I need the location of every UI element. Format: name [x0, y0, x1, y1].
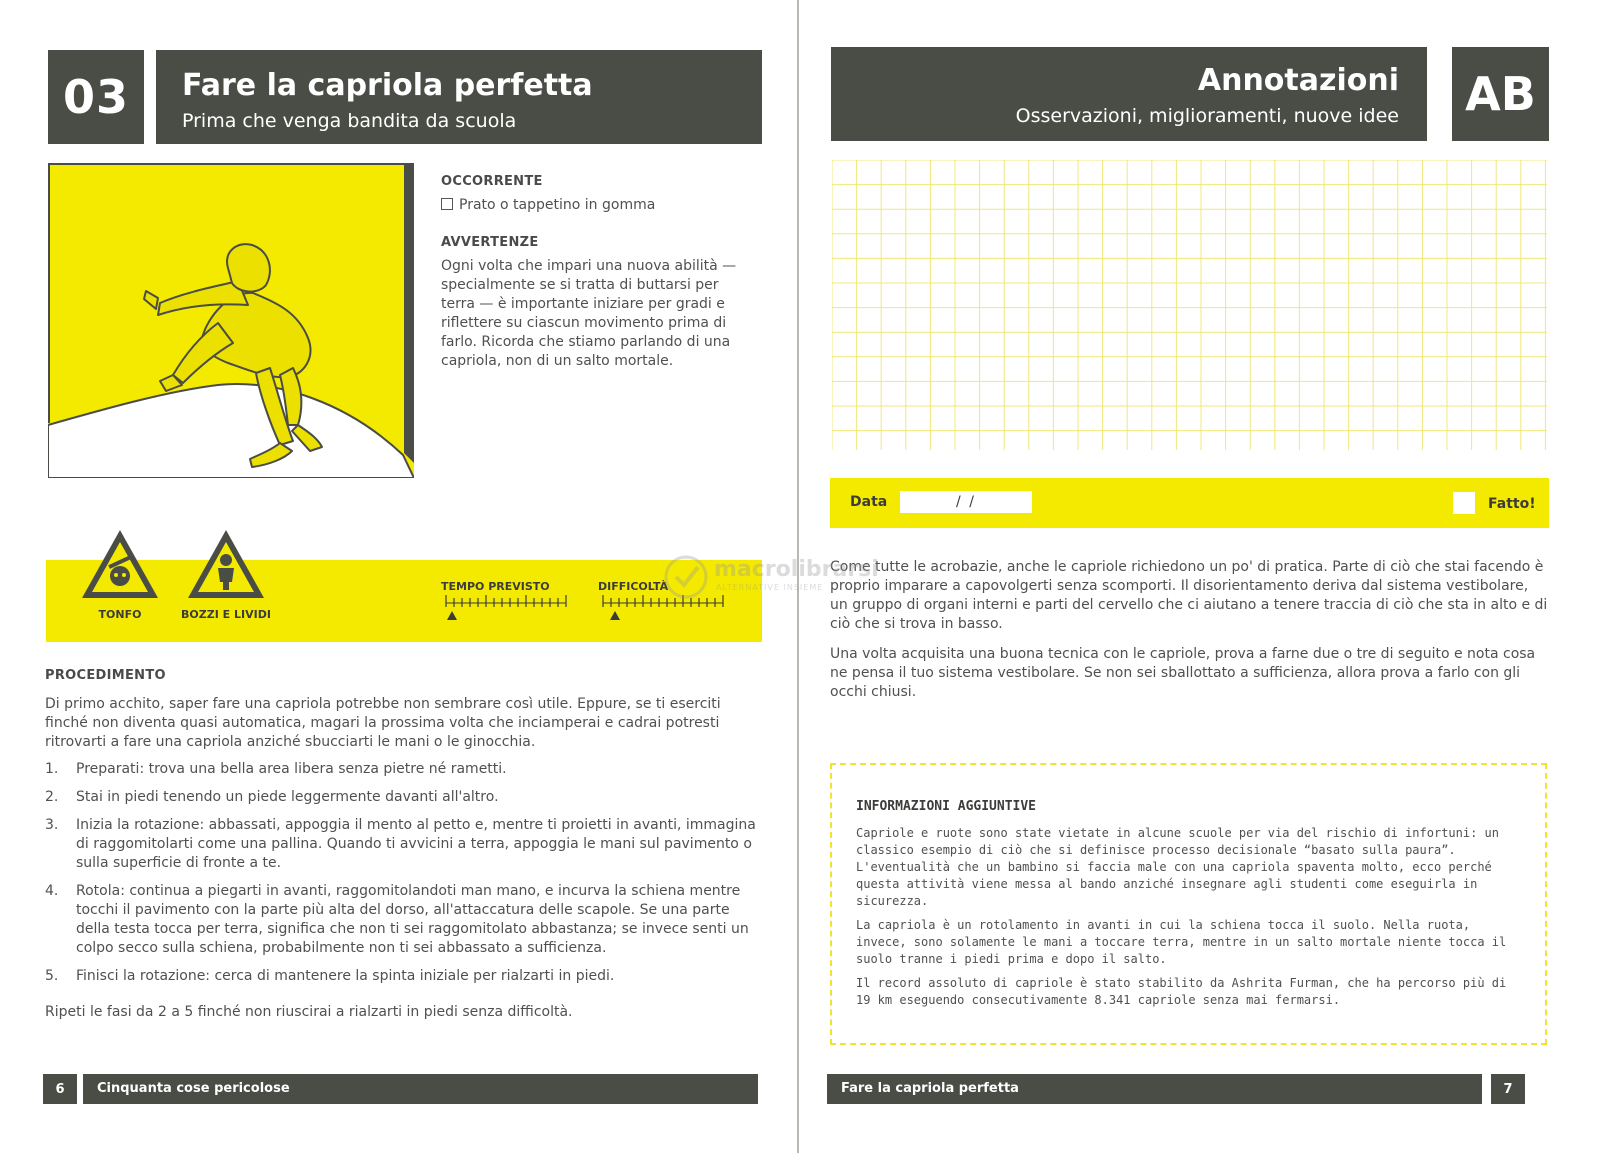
- chapter-title-box: [156, 50, 762, 144]
- warning-label: BOZZI E LIVIDI: [181, 608, 271, 621]
- left-page: [0, 0, 797, 1153]
- bruise-warning-icon: [184, 526, 268, 602]
- procedimento-intro: Di primo acchito, saper fare una capriola potrebbe non sembrare così utile. Eppure, se ti eserciti finché non diventa quasi automatica, magari la prossima volta che inciamperai e cadrai potresti ritrovarti a fare una capriola anziché sbucciarti le mani o le ginocchia.: [45, 696, 721, 750]
- watermark-text: macrolibrarsi: [714, 557, 879, 582]
- step-number: 5.: [45, 968, 59, 984]
- step-number: 3.: [45, 817, 59, 833]
- checkbox-icon: [441, 198, 453, 210]
- list-item: [45, 816, 761, 873]
- chapter-title: Fare la capriola perfetta: [182, 68, 593, 103]
- procedimento-heading: PROCEDIMENTO: [45, 668, 166, 683]
- level-marker: [447, 611, 457, 620]
- body-paragraph-2: Una volta acquisita una buona tecnica con le capriole, prova a farne due o tre di seguito e nota cosa ne pensa il tuo sistema vestibolare. Se non sei sballottato a sufficienza, allora prova a farlo con gli occhi chiusi.: [830, 646, 1536, 700]
- step-text: Stai in piedi tenendo un piede leggermente davanti all'altro.: [76, 789, 499, 805]
- info-heading: INFORMAZIONI AGGIUNTIVE: [856, 799, 1037, 814]
- page-number: 7: [1491, 1074, 1525, 1104]
- done-label: Fatto!: [1488, 496, 1536, 512]
- info-paragraph-2: La capriola è un rotolamento in avanti in cui la schiena tocca il suolo. Nella ruota, invece, sono solamente le mani a toccare terra, mentre in un salto mortale niente tocca il suolo tranne i piedi prima e dopo il salto.: [856, 918, 1507, 966]
- list-item: [45, 882, 761, 958]
- right-page: [799, 0, 1600, 1153]
- occorrente-item-label: Prato o tappetino in gomma: [459, 197, 656, 213]
- tempo-label: TEMPO PREVISTO: [441, 580, 550, 593]
- footer-bar: [827, 1074, 1482, 1104]
- step-number: 2.: [45, 789, 59, 805]
- somersault-illustration: [48, 163, 414, 478]
- footer-title: Cinquanta cose pericolose: [97, 1081, 290, 1096]
- info-box: [830, 763, 1547, 1045]
- tempo-meter: [441, 580, 571, 627]
- level-marker: [610, 611, 620, 620]
- step-number: 4.: [45, 883, 59, 899]
- body-paragraph-1: Come tutte le acrobazie, anche le capriole richiedono un po' di pratica. Parte di ciò che stai facendo è proprio imparare a capovolgerti senza scomporti. Il disorientamento deriva dal sistema vestibolare, un gruppo di organi interni e parti del cervello che ci aiutano a tenere traccia di ciò che sta in alto e di ciò che si trova in basso.: [830, 559, 1548, 632]
- done-checkbox[interactable]: [1453, 492, 1475, 514]
- chapter-number: 03: [48, 50, 144, 144]
- step-text: Rotola: continua a piegarti in avanti, raggomitolandoti man mano, e incurva la schiena mentre tocchi il pavimento con la parte più alta del dorso, all'attaccatura delle scapole. Se una parte della testa tocca per terra, significa che non ti sei raggomitolato abbastanza; se invece senti un colpo secco sulla schiena, probabilmente non ti sei abbassato a sufficienza.: [76, 883, 749, 956]
- occorrente-item: [441, 196, 761, 215]
- chapter-subtitle: Prima che venga bandita da scuola: [182, 110, 517, 132]
- footer-bar: [83, 1074, 758, 1104]
- tempo-scale: [441, 593, 571, 623]
- page-number: 6: [43, 1074, 77, 1104]
- difficolta-label: DIFFICOLTÀ: [598, 580, 669, 593]
- warning-band: [46, 560, 762, 642]
- notes-title: Annotazioni: [1197, 63, 1399, 98]
- date-field[interactable]: / /: [900, 491, 1032, 513]
- avvertenze-text: Ogni volta che impari una nuova abilità — specialmente se si tratta di buttarsi per terra — è importante iniziare per gradi e riflettere su ciascun movimento prima di farlo. Ricorda che stiamo parlando di una capriola, non di un salto mortale.: [441, 258, 737, 369]
- notes-title-box: [831, 47, 1427, 141]
- head-bump-warning-icon: [78, 526, 162, 602]
- list-item: [45, 760, 761, 779]
- procedimento-end: Ripeti le fasi da 2 a 5 finché non riuscirai a rialzarti in piedi senza difficoltà.: [45, 1004, 573, 1020]
- warning-tonfo: [70, 526, 170, 621]
- info-paragraph-3: Il record assoluto di capriole è stato stabilito da Ashrita Furman, che ha percorso più di 19 km eseguendo consecutivamente 8.341 capriole senza mai fermarsi.: [856, 976, 1507, 1007]
- notes-grid[interactable]: [832, 160, 1547, 450]
- steps-list: [45, 760, 761, 995]
- occorrente-heading: OCCORRENTE: [441, 174, 543, 189]
- step-text: Inizia la rotazione: abbassati, appoggia il mento al petto e, mentre ti proietti in avanti, immagina di raggomitolarti come una pallina. Quando ti avvicini a terra, appoggia le mani sul pavimento o sulla superficie di fronte a te.: [76, 817, 756, 871]
- difficolta-scale: [598, 593, 728, 623]
- step-text: Finisci la rotazione: cerca di mantenere la spinta iniziale per rialzarti in piedi.: [76, 968, 615, 984]
- warning-label: TONFO: [98, 608, 142, 621]
- list-item: [45, 788, 761, 807]
- date-label: Data: [850, 494, 888, 510]
- warning-bozzi: [176, 526, 276, 621]
- info-paragraph-1: Capriole e ruote sono state vietate in alcune scuole per via del rischio di infortuni: un classico esempio di ciò che si definisce processo decisionale “basato sulla paura”. L'eventualità che un bambino si faccia male con una capriola spaventa molto, ecco perché questa attività viene messa al bando anziché insegnare agli studenti come eseguirla in sicurezza.: [856, 826, 1499, 908]
- watermark-subtext: ALTERNATIVE INSIEME: [716, 583, 824, 592]
- avvertenze-heading: AVVERTENZE: [441, 235, 539, 250]
- difficolta-meter: [598, 580, 728, 627]
- notes-subtitle: Osservazioni, miglioramenti, nuove idee: [1015, 105, 1399, 127]
- date-band: [830, 478, 1549, 528]
- footer-title: Fare la capriola perfetta: [841, 1081, 1019, 1096]
- section-code: AB: [1452, 47, 1549, 141]
- step-text: Preparati: trova una bella area libera senza pietre né rametti.: [76, 761, 507, 777]
- step-number: 1.: [45, 761, 59, 777]
- list-item: [45, 967, 761, 986]
